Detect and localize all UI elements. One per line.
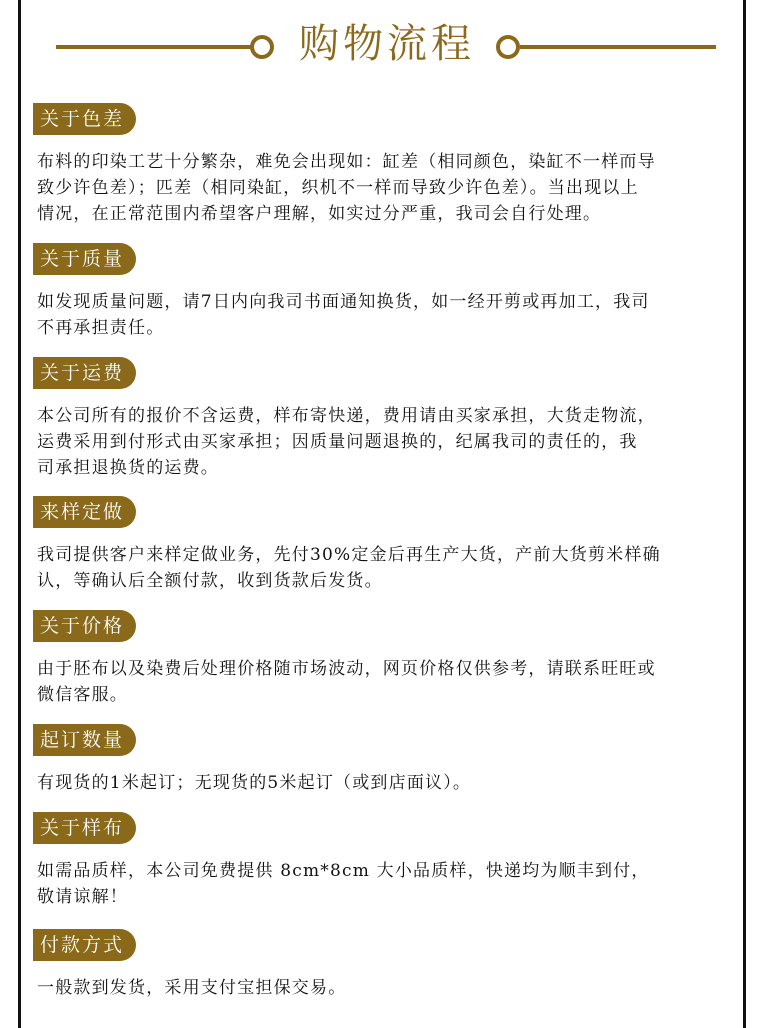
section-label: 来样定做 bbox=[33, 496, 136, 528]
section-label: 关于价格 bbox=[33, 610, 136, 642]
section-text: 由于胚布以及染费后处理价格随市场波动，网页价格仅供参考，请联系旺旺或 微信客服。 bbox=[37, 659, 656, 705]
header-ring-left bbox=[250, 35, 274, 59]
section-label: 关于色差 bbox=[33, 103, 136, 135]
section-samples bbox=[33, 812, 747, 910]
section-payment bbox=[33, 929, 747, 1001]
section-shipping bbox=[33, 357, 747, 481]
section-text: 我司提供客户来样定做业务，先付30%定金后再生产大货，产前大货剪米样确 认，等确认后全额付款，收到货款后发货。 bbox=[37, 545, 661, 591]
section-text: 如需品质样，本公司免费提供 8cm*8cm 大小品质样，快递均为顺丰到付， 敬请谅解！ bbox=[37, 861, 650, 907]
section-label: 起订数量 bbox=[33, 724, 136, 756]
section-label: 关于质量 bbox=[33, 243, 136, 275]
section-text: 本公司所有的报价不含运费，样布寄快递，费用请由买家承担，大货走物流， 运费采用到付形式由买家承担；因质量问题退换的，纪属我司的责任的，我 司承担退换货的运费。 bbox=[37, 406, 656, 478]
section-quality bbox=[33, 243, 747, 341]
section-text: 布料的印染工艺十分繁杂，难免会出现如：缸差（相同颜色，染缸不一样而导 致少许色差）；匹差（相同染缸，织机不一样而导致少许色差）。当出现以上 情况，在正常范围内希望客户理解，如实过分严重，我司会自行处理。 bbox=[37, 152, 656, 224]
section-custom-order bbox=[33, 496, 747, 594]
section-min-order bbox=[33, 724, 747, 796]
page-title: 购物流程 bbox=[299, 21, 475, 67]
header-rule-right bbox=[520, 45, 716, 49]
header-rule-left bbox=[56, 45, 252, 49]
section-color-difference bbox=[33, 103, 747, 227]
section-price bbox=[33, 610, 747, 708]
header-ring-right bbox=[496, 35, 520, 59]
section-text: 一般款到发货，采用支付宝担保交易。 bbox=[37, 978, 347, 998]
page-header bbox=[0, 10, 774, 66]
section-label: 关于运费 bbox=[33, 357, 136, 389]
section-label: 付款方式 bbox=[33, 929, 136, 961]
section-text: 如发现质量问题，请7日内向我司书面通知换货，如一经开剪或再加工，我司 不再承担责任。 bbox=[37, 292, 650, 338]
section-text: 有现货的1米起订；无现货的5米起订（或到店面议）。 bbox=[37, 773, 472, 793]
section-label: 关于样布 bbox=[33, 812, 136, 844]
